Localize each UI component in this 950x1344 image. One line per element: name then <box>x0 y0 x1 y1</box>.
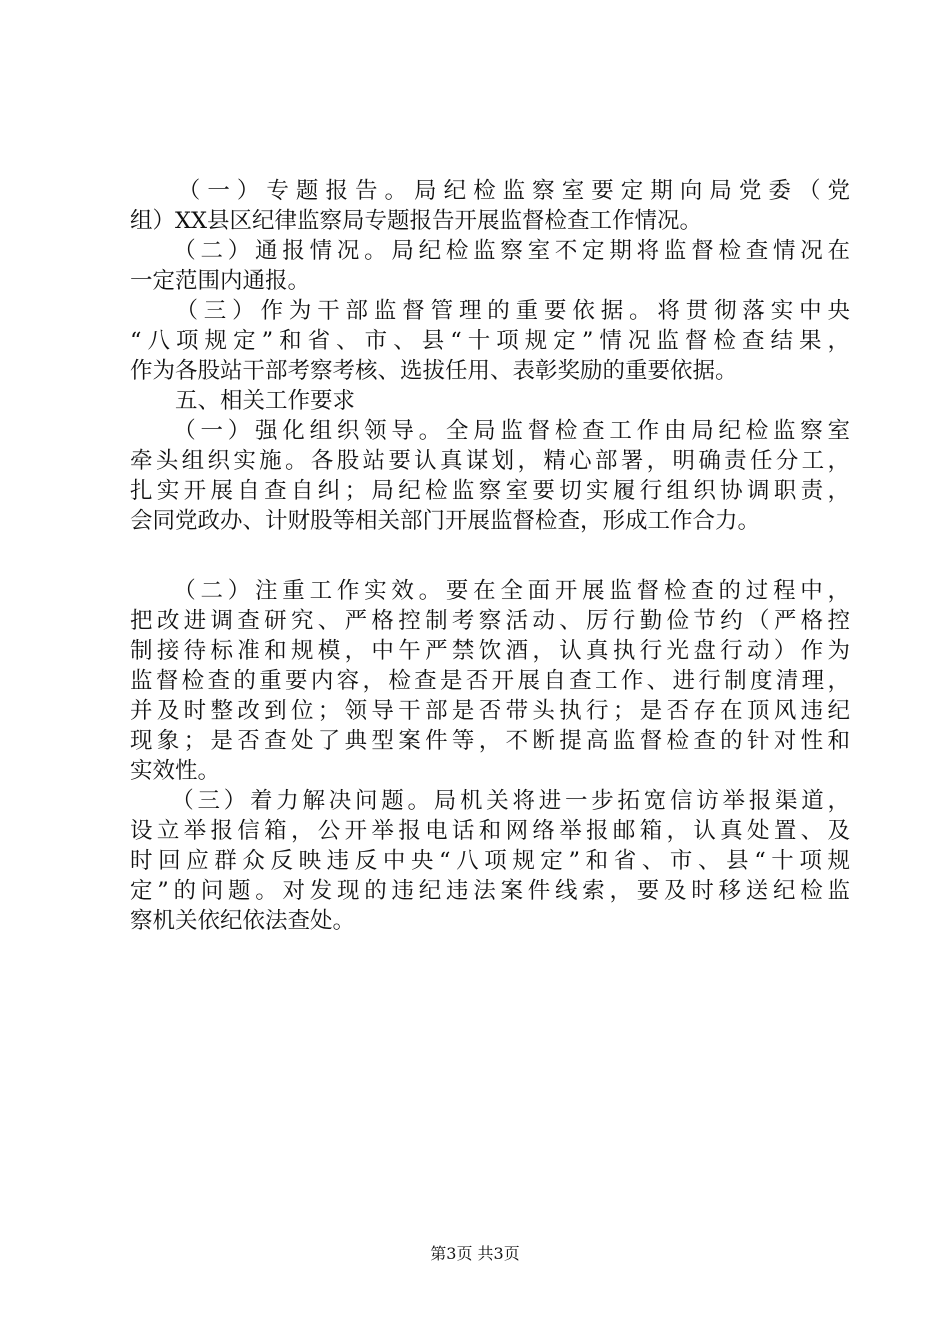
text-line: （三）作为干部监督管理的重要依据。将贯彻落实中央 <box>130 298 850 324</box>
document-body <box>130 176 850 936</box>
text-line: 实效性。 <box>130 758 221 784</box>
text-line: 会同党政办、计财股等相关部门开展监督检查，形成工作合力。 <box>130 508 761 534</box>
text-line: 一定范围内通报。 <box>130 268 311 294</box>
text-line: （一）强化组织领导。全局监督检查工作由局纪检监察室 <box>130 418 850 444</box>
text-line: 定”的问题。对发现的违纪违法案件线索，要及时移送纪检监 <box>130 878 850 904</box>
section-heading: 五、相关工作要求 <box>130 388 356 414</box>
text-line: 并及时整改到位；领导干部是否带头执行；是否存在顶风违纪 <box>130 698 850 724</box>
text-line: 作为各股站干部考察考核、选拔任用、表彰奖励的重要依据。 <box>130 358 738 384</box>
text-line: 牵头组织实施。各股站要认真谋划，精心部署，明确责任分工， <box>130 448 850 474</box>
text-line: 监督检查的重要内容，检查是否开展自查工作、进行制度清理， <box>130 668 850 694</box>
text-line: 察机关依纪依法查处。 <box>130 908 356 934</box>
text-line: （三）着力解决问题。局机关将进一步拓宽信访举报渠道， <box>130 788 850 814</box>
text-line: （二）注重工作实效。要在全面开展监督检查的过程中， <box>130 578 850 604</box>
text-line: 时回应群众反映违反中央“八项规定”和省、市、县“十项规 <box>130 848 850 874</box>
page-footer: 第3页 共3页 <box>430 1244 520 1263</box>
text-line: 组）XX县区纪律监察局专题报告开展监督检查工作情况。 <box>130 208 703 234</box>
text-line: 制接待标准和规模，中午严禁饮酒，认真执行光盘行动）作为 <box>130 638 850 664</box>
text-line: 现象；是否查处了典型案件等，不断提高监督检查的针对性和 <box>130 728 850 754</box>
paragraph-gap <box>130 536 850 576</box>
text-line: （一）专题报告。局纪检监察室要定期向局党委（党 <box>130 178 850 204</box>
text-line: 把改进调查研究、严格控制考察活动、厉行勤俭节约（严格控 <box>130 608 850 634</box>
text-line: “八项规定”和省、市、县“十项规定”情况监督检查结果， <box>130 328 850 354</box>
text-line: 设立举报信箱，公开举报电话和网络举报邮箱，认真处置、及 <box>130 818 850 844</box>
text-line: 扎实开展自查自纠；局纪检监察室要切实履行组织协调职责， <box>130 478 850 504</box>
text-line: （二）通报情况。局纪检监察室不定期将监督检查情况在 <box>130 238 850 264</box>
